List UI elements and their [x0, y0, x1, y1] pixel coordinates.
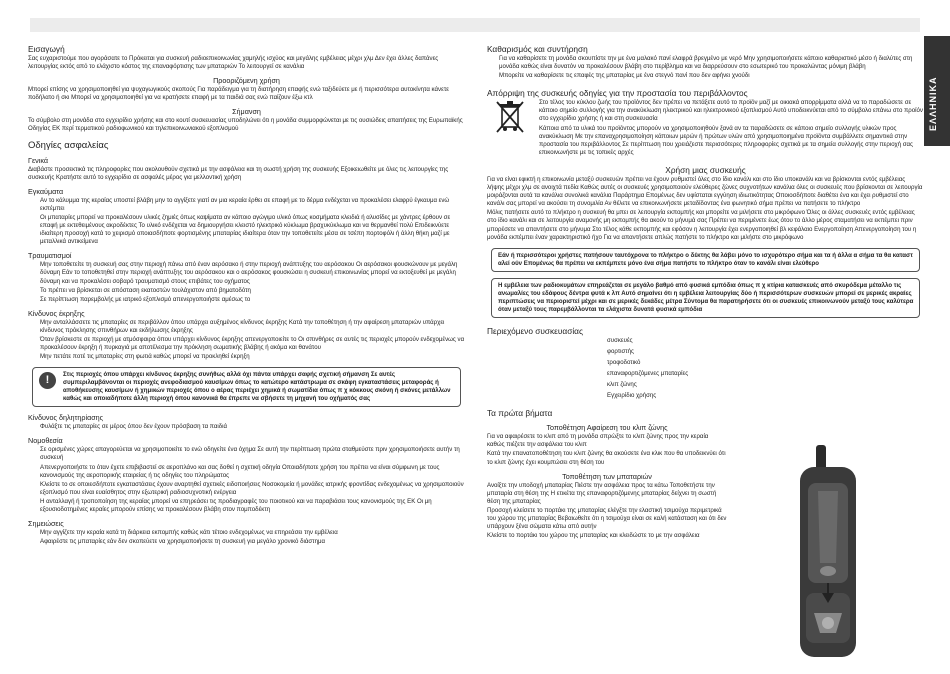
marking-text: Το σύμβολο στη μονάδα στο εγχειρίδιο χρήσης και στο κουτί συσκευασίας υποδηλώνει ότι η μονάδα συμμορφώνεται με τις ουσιώδεις απαιτήσεις της Ευρωπαϊκής Οδηγίας ΕΚ περί τερματικού ραδιοφωνικού και τηλεπικοινωνιακού εξοπλισμού: [28, 117, 463, 133]
range-note-text: Η εμβέλεια των ραδιοκυμάτων επηρεάζεται σε μεγάλο βαθμό από φυσικά εμπόδια όπως π χ κτίρια κατασκευές από σκυρόδεμα μέταλλο τις ανωμαλίες του εδάφους δέντρα φυτά κ λπ Αυτό σημαίνει ότι η εμβέλεια λειτουργίας δύο ή περισσότερων συσκευών μπορεί σε μερικές ακραίες περιπτώσεις να περιοριστεί μέχρι και σε μερικές δεκάδες μέτρα Σύντομα θα παρατηρήσετε ότι οι συσκευές επικοινωνούν μεταξύ τους καλύτερα όταν μεταξύ τους παρεμβάλλονται τα ελάχιστα δυνατά φυσικά εμπόδια: [498, 281, 914, 313]
battery-text-1: Ανοίξτε την υποδοχή μπαταρίας Πιέστε την ασφάλεια προς τα κάτω Τοποθετήστε την μπαταρία στη θέση της Η ετικέτα της επαναφορτιζόμενης μπαταρίας δείχνει τη σωστή θέση της μπαταρίας: [487, 481, 717, 505]
warning-exclamation-icon: !: [39, 372, 56, 389]
burns-title: Εγκαύματα: [28, 186, 64, 196]
explosion-warning-text: Στις περιοχές όπου υπάρχει κίνδυνος έκρηξης συνήθως αλλά όχι πάντα υπάρχει σαφής σχετική σήμανση Σε αυτές συμπεριλαμβάνονται οι περιοχές ανεφοδιασμού καυσίμων όπως το κατώτερο κατάστρωμα σε σκάφη εγκαταστάσεις μεταφοράς ή αποθήκευσης καυσίμων ή χημικών περιοχές όπου ο αέρας περιέχει χημικά ή σωματίδια όπως π χ κόκκους σκόνη ή σκόνες μετάλλων καθώς και οποιαδήποτε άλλη περιοχή όπου κανονικά θα έπρεπε να σβήσετε τη μηχανή του οχήματός σας: [63, 371, 451, 403]
language-tab: [924, 36, 950, 146]
disposal-block: [487, 99, 924, 157]
range-note: [491, 278, 920, 318]
injury-text-3: Σε περίπτωση παρεμβολής με ιατρικό εξοπλισμό απενεργοποιήστε αμέσως το: [40, 295, 251, 303]
general-text: Διαβάστε προσεκτικά τις πληροφορίες που ακολουθούν σχετικά με την ασφάλεια και τη σωστή χρήση της συσκευής Εξοικειωθείτε με όλες τις λειτουργίες της συσκευής Κρατήστε αυτό το εγχειρίδιο σε ασφαλές μέρος για μελλοντική χρήση: [28, 165, 449, 181]
list-item: συσκευές: [607, 336, 633, 344]
explosion-text-3: Μην πετάτε ποτέ τις μπαταρίες στη φωτιά καθώς μπορεί να προκληθεί έκρηξη: [40, 353, 250, 361]
burns-text-1: Αν το κάλυμμα της κεραίας υποστεί βλάβη μην το αγγίξετε γιατί αν μια κεραία έρθει σε επαφή με το δέρμα ενδέχεται να προκαλέσει ελαφρύ έγκαυμα ενώ εκπέμπει: [40, 196, 450, 212]
cleaning-title: Καθαρισμός και συντήρηση: [487, 44, 588, 54]
battery-title: Τοποθέτηση των μπαταριών: [562, 471, 652, 481]
first-steps-block: [487, 423, 727, 540]
burns-text-2: Οι μπαταρίες μπορεί να προκαλέσουν υλικές ζημιές όπως καψίματα αν κάποιο αγώγιμο υλικό όπως κοσμήματα κλειδιά ή αλυσίδες με χάντρες έρθουν σε επαφή με εκτεθειμένους ακροδέκτες Το υλικό ενδέχεται να δημιουργήσει κλειστό ηλεκτρικό κύκλωμα βραχυκύκλωμα και να θερμανθεί πολύ Επιδεικνύετε ιδιαίτερη προσοχή κατά το χειρισμό οποιασδήποτε φορτισμένης μπαταρίας ιδιαίτερα όταν την τοποθετείτε μέσα σε τσέπη πορτοφόλι ή άλλη θήκη μαζί με μεταλλικά αντικείμενα: [40, 213, 451, 246]
cleaning-text-2: Μπορείτε να καθαρίσετε τις επαφές της μπαταρίας με ένα στεγνό πανί που δεν αφήνει χνούδι: [499, 72, 750, 80]
usage-text-2: Μόλις πατήσετε αυτό το πλήκτρο η συσκευή θα μπει σε λειτουργία εκπομπής και μπορείτε να μιλήσετε στο μικρόφωνο Όλες οι άλλες συσκευές εντός εμβέλειας στο ίδιο κανάλι και σε λειτουργία αναμονής μη εκπομπής θα ακούν το μήνυμά σας Πρέπει να περιμένετε έως ότου το άλλο μέρος σταματήσει να εκπέμπει πριν μπορέσετε να απαντήσετε στο μήνυμα Στο τέλος κάθε εκπομπής και εφόσον η λειτουργία έχει ενεργοποιηθεί βλ κεφάλαιο Ενεργοποίηση Απενεργοποίηση του η μονάδα εκπέμπει έναν χαρακτηριστικό ήχο Για να απαντήσετε απλώς πατήστε το πλήκτρο και μιλήστε στο μικρόφωνο: [487, 209, 917, 241]
legal-title: Νομοθεσία: [28, 436, 63, 446]
list-item: τροφοδοτικό: [607, 358, 641, 366]
legal-text-3: Κλείστε το σε οποιεσδήποτε εγκαταστάσεις έχουν αναρτηθεί σχετικές ειδοποιήσεις Νοσοκομεία ή μονάδες ιατρικής φροντίδας ενδεχομένως να χρησιμοποιούν εξοπλισμό που είναι ευαίσθητος στην εξωτερική ραδιοσυχνοτική ενέργεια: [40, 480, 464, 496]
simultaneous-transmit-text: Εάν ή περισσότεροι χρήστες πατήσουν ταυτόχρονα το πλήκτρο ο δέκτης θα λάβει μόνο το ισχυρότερο σήμα και τα ή άλλα α σήμα τα θα καταστ αλεί ούν Επομένως θα πρέπει να εκπέμπετε μόνο ένα σήμα πατήστε το πλήκτρο όταν το κανάλι είναι ελεύθερο: [498, 251, 913, 267]
intended-use-title: Προοριζόμενη χρήση: [213, 76, 280, 86]
explosion-text-2: Όταν βρίσκεστε σε περιοχή με ατμόσφαιρα όπου υπάρχει κίνδυνος έκρηξης απενεργοποιείτε το Οι σπινθήρες σε αυτές τις περιοχές μπορούν ενδεχομένως να προκαλέσουν έκρηξη ή πυρκαγιά με αποτέλεσμα την πρόκληση σωματικής βλάβης ή ακόμα και θανάτου: [40, 335, 465, 352]
marking-title: Σήμανση: [232, 107, 261, 117]
notes-title: Σημειώσεις: [28, 519, 64, 529]
language-tab-label: ΕΛΛΗΝΙΚΑ: [928, 76, 938, 131]
header-band: [30, 18, 920, 32]
intended-use-text: Μπορεί επίσης να χρησιμοποιηθεί για ψυχαγωγικούς σκοπούς Για παράδειγμα για τη διατήρηση επαφής ενώ ταξιδεύετε με ή περισσότερα αυτοκίνητα κάνετε ποδήλατο ή σκι Μπορεί να χρησιμοποιηθεί για να κρατήσετε επαφή με τα παιδιά σας ενώ παίζουν έξω κτλ: [28, 86, 449, 102]
crossed-bin-icon: [495, 99, 525, 135]
injury-text-2: Το πρέπει να βρίσκεται σε απόσταση εκατοστών τουλάχιστον από βηματοδότη: [40, 286, 251, 294]
explosion-title: Κίνδυνος έκρηξης: [28, 308, 85, 318]
radio-back-illustration: [778, 443, 876, 661]
usage-text-1: Για να είναι εφικτή η επικοινωνία μεταξύ συσκευών πρέπει να έχουν ρυθμιστεί όλες στο ίδιο κανάλι και στο ίδιο υποκανάλι και να βρίσκονται εντός εμβέλειας λήψης μέχρι χλμ σε ανοιχτά πεδία Καθώς αυτές οι συσκευές χρησιμοποιούν ελεύθερες ζώνες συχνοτήτων κανάλια όλες οι συσκευές που βρίσκονται σε λειτουργία μοιράζονται αυτά τα κανάλια συνολικά κανάλια Παράρτημα Επομένως δεν υφίσταται εγγύηση ιδιωτικότητας Οποιοσδήποτε διαθέτει ένα και έχει ρυθμιστεί στο κανάλι σας μπορεί να ακούσει τη συνομιλία Αν θέλετε να επικοινωνήσετε μεταδίδοντας ένα φωνητικό σήμα πρέπει να πατήσετε το πλήκτρο: [487, 175, 923, 208]
injury-text-1: Μην τοποθετείτε τη συσκευή σας στην περιοχή πάνω από έναν αερόσακο ή στην περιοχή ανάπτυξης του αερόσακου Οι αερόσακοι φουσκώνουν με μεγάλη δύναμη Εάν το τοποθετηθεί στην περιοχή ανάπτυξης του αερόσακου και ο αερόσακος φουσκώσει η συσκευή επικοινωνίας μπορεί να εκτοξευθεί με μεγάλη δύναμη και να προκαλέσει σοβαρό τραυματισμό στους επιβάτες του οχήματος: [40, 261, 458, 285]
list-item: Εγχειρίδιο χρήσης: [607, 392, 657, 400]
list-item: κλιπ ζώνης: [607, 381, 637, 389]
first-steps-title: Τα πρώτα βήματα: [487, 408, 553, 419]
intro-text: Σας ευχαριστούμε που αγοράσατε το Πρόκειται για συσκευή ραδιοεπικοινωνίας χαμηλής ισχύος και μεγάλης εμβέλειας μέχρι χλμ Δεν έχει άλλες δαπάνες λειτουργίας εκτός από το ελάχιστο κόστος της επαναφόρτισης των μπαταριών Το λειτουργεί σε κανάλια: [28, 55, 439, 71]
notes-text-1: Μην αγγίζετε την κεραία κατά τη διάρκεια εκπομπής καθώς κάτι τέτοιο ενδεχομένως να επηρεάσει την εμβέλεια: [40, 529, 338, 537]
package-list: [487, 337, 924, 401]
injury-title: Τραυματισμοί: [28, 251, 72, 261]
cleaning-text-1: Για να καθαρίσετε τη μονάδα σκουπίστε την με ένα μαλακό πανί ελαφρά βρεγμένο με νερό Μην χρησιμοποιήσετε κάποιο καθαριστικό μέσο ή διαλύτες στη μονάδα καθώς είναι δυνατόν να προκαλέσουν βλάβη στο περίβλημα και να διαρρεύσουν στο εσωτερικό του προκαλώντας μόνιμη βλάβη: [499, 55, 913, 71]
list-item: επαναφορτιζόμενες μπαταρίες: [607, 369, 689, 377]
legal-text-4: Η ανταλλαγή ή τροποποίηση της κεραίας μπορεί να επηρεάσει τις προδιαγραφές του ποιοτικού και να παραβιάσει τους κανονισμούς της ΕΚ Οι μη εξουσιοδοτημένες κεραίες μπορούν επίσης να προκαλέσουν βλάβη στον πομποδέκτη: [40, 497, 432, 513]
device-photo: [778, 443, 876, 661]
usage-title: Χρήση μιας συσκευής: [665, 164, 746, 175]
simultaneous-transmit-note: [491, 248, 920, 272]
choking-title: Κίνδυνος δηλητηρίασης: [28, 413, 104, 423]
package-title: Περιεχόμενο συσκευασίας: [487, 325, 583, 336]
general-title: Γενικά: [28, 155, 49, 165]
notes-text-2: Αφαιρέστε τις μπαταρίες εάν δεν σκοπεύετε να χρησιμοποιήσετε τη συσκευή για μεγάλο χρονικό διάστημα: [40, 538, 325, 546]
disposal-text-2: Κάποια από τα υλικά του προϊόντος μπορούν να χρησιμοποιηθούν ξανά αν τα παραδώσετε σε κάποιο σημείο συλλογής υλικών προς ανακύκλωση Με την επαναχρησιμοποίηση κάποιων μερών ή πρώτων υλών από χρησιμοποιημένα προϊόντα συμβάλλετε σημαντικά στην προστασία του περιβάλλοντος Σε περίπτωση που χρειάζεστε περισσότερες πληροφορίες σχετικά με τα σημεία συλλογής στην περιοχή σας επικοινωνήστε με τις τοπικές αρχές: [539, 124, 913, 156]
battery-text-2: Προσοχή κλείσετε το πορτάκι της μπαταρίας ελέγξτε την ελαστική τσιμούχα περιμετρικά του χώρου της μπαταρίας Βεβαιωθείτε ότι η τσιμούχα είναι σε καλή κατάσταση και ότι δεν υπάρχουν ξένα σώματα κάτω από αυτήν: [487, 506, 727, 531]
clip-title: Τοποθέτηση Αφαίρεση του κλιπ ζώνης: [546, 423, 668, 433]
safety-title: Οδηγίες ασφαλείας: [28, 139, 109, 151]
clip-text-1: Για να αφαιρέσετε το κλιπ από τη μονάδα σπρώξτε το κλιπ ζώνης προς την κεραία καθώς πιέζετε την ασφάλεια του κλιπ: [487, 433, 709, 449]
list-item: φορτιστής: [607, 347, 634, 355]
legal-text-1: Σε ορισμένες χώρες απαγορεύεται να χρησιμοποιείτε το ενώ οδηγείτε ένα όχημα Σε αυτή την περίπτωση πρώτα σταθμεύστε πριν χρησιμοποιήσετε αυτήν τη συσκευή: [40, 446, 460, 462]
disposal-text-1: Στο τέλος του κύκλου ζωής του προϊόντος δεν πρέπει να πετάξετε αυτό το προϊόν μαζί με οικιακά απορρίμματα αλλά να το παραδώσετε σε κάποιο σημείο συλλογής για την ανακύκλωση ηλεκτρικού και ηλεκτρονικού εξοπλισμού Αυτό υποδεικνύεται από το σύμβολο επάνω στο προϊόν στο εγχειρίδιο χρήσης ή και στη συσκευασία: [539, 99, 923, 123]
legal-text-2: Απενεργοποιήστε το όταν έχετε επιβιβαστεί σε αεροπλάνο και σας δοθεί η σχετική οδηγία Οποιαδήποτε χρήση του πρέπει να είναι σύμφωνη με τους κανονισμούς της αεροπορικής εταιρείας ή τις οδηγίες του πληρώματος: [40, 463, 440, 479]
battery-text-3: Κλείστε το πορτάκι του χώρου της μπαταρίας και κλειδώστε το με την ασφάλεια: [487, 532, 700, 540]
disposal-title: Απόρριψη της συσκευής οδηγίες για την προστασία του περιβάλλοντος: [487, 88, 748, 99]
left-column: [28, 36, 465, 547]
choking-text: Φυλάξτε τις μπαταρίες σε μέρος όπου δεν έχουν πρόσβαση τα παιδιά: [40, 423, 228, 431]
intro-title: Εισαγωγή: [28, 44, 65, 54]
clip-text-2: Κατά την επανατοποθέτηση του κλιπ ζώνης θα ακούσετε ένα κλικ που θα υποδεικνύει ότι το κλιπ ζώνης έχει κουμπώσει στη θέση του: [487, 450, 726, 466]
explosion-text-1: Μην ανταλλάσσετε τις μπαταρίες σε περιβάλλον όπου υπάρχει αυξημένος κίνδυνος έκρηξης Κατά την τοποθέτηση ή την αφαίρεση μπαταριών υπάρχει κίνδυνος πρόκλησης σπινθήρων και εκδήλωσης έκρηξης: [40, 318, 445, 334]
explosion-warning-box: [32, 367, 461, 407]
